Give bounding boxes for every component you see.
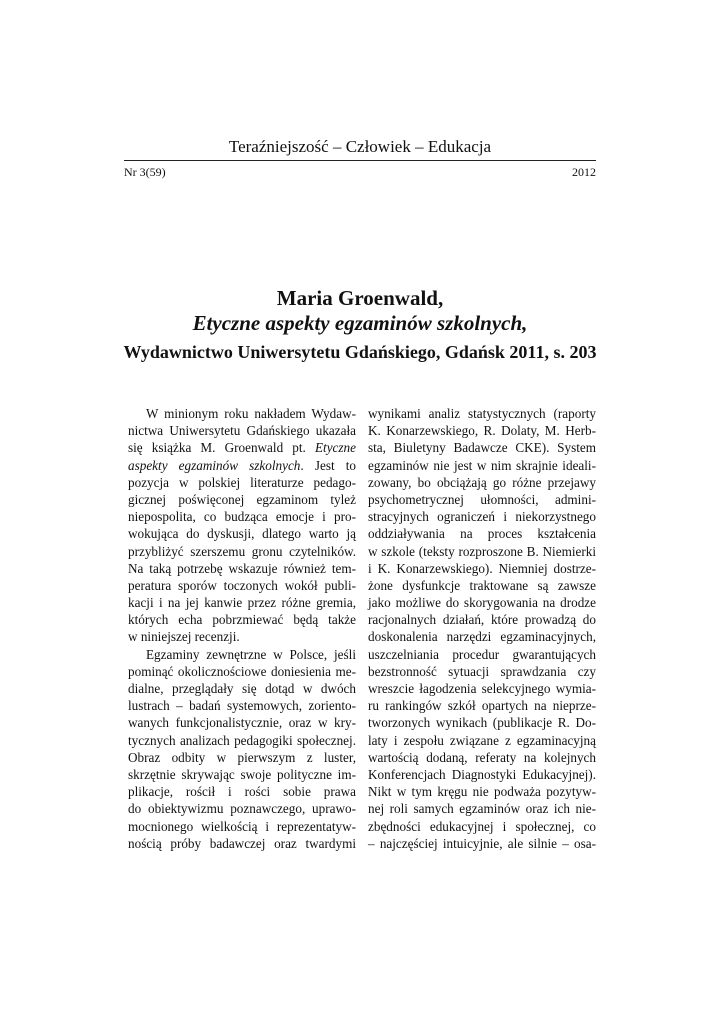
text-line	[368, 766, 596, 783]
text-line	[128, 611, 356, 628]
text-run: doskonalenia narzędzi egzaminacyjnych,	[368, 629, 596, 645]
text-line	[368, 628, 596, 645]
text-line	[368, 543, 596, 560]
text-line	[128, 835, 356, 852]
text-line	[368, 680, 596, 697]
review-author: Maria Groenwald,	[276, 286, 444, 310]
text-line	[128, 800, 356, 817]
text-line	[368, 439, 596, 456]
text-line	[368, 697, 596, 714]
text-run: peratura sporów toczonych wokół publi-	[128, 577, 356, 593]
text-line	[128, 508, 356, 525]
text-line	[128, 457, 356, 474]
text-run: pozycja w polskiej literaturze pedago-	[128, 474, 356, 490]
text-line	[128, 439, 356, 456]
text-run: K. Konarzewskiego, R. Dolaty, M. Herb-	[368, 423, 596, 439]
review-book-title: Etyczne aspekty egzaminów szkolnych,	[192, 311, 528, 335]
journal-title: Teraźniejszość – Człowiek – Edukacja	[228, 137, 492, 156]
text-line	[128, 646, 356, 663]
text-line	[368, 646, 596, 663]
text-run: lustrach – badań systemowych, zoriento-	[128, 698, 356, 714]
text-run: żone dysfunkcje traktowane są zawsze	[368, 577, 596, 593]
text-line	[128, 474, 356, 491]
text-line	[368, 405, 596, 422]
issue-year: 2012	[572, 165, 596, 179]
text-run: Nikt w tym kręgu nie podważa pozytyw-	[368, 784, 596, 800]
italic-text: Etyczne	[314, 440, 356, 456]
text-run: wreszcie łagodzenia selekcyjnego wymia-	[368, 681, 596, 696]
text-line	[368, 663, 596, 680]
text-column-left	[128, 405, 356, 852]
text-run: . Jest to	[300, 457, 356, 473]
text-line	[368, 474, 596, 491]
text-run: skrzętnie skrywając swoje polityczne im-	[128, 766, 356, 782]
text-line	[368, 457, 596, 474]
text-line	[368, 800, 596, 817]
text-run: wokująca do dyskusji, dlatego warto ją	[128, 526, 356, 542]
text-run: zbędności edukacyjnej i społecznej, co	[368, 818, 596, 834]
text-line	[368, 611, 596, 628]
text-run: mocnionego wielkością i reprezentatyw-	[128, 818, 356, 834]
text-run: stracyjnych ograniczeń i niekorzystnego	[368, 509, 596, 525]
text-run: się książka M. Groenwald pt.	[128, 440, 315, 456]
italic-text: aspekty egzaminów szkolnych	[128, 457, 301, 473]
text-line	[368, 783, 596, 800]
text-run: nictwa Uniwersytetu Gdańskiego ukazała	[128, 423, 356, 439]
text-line	[128, 577, 356, 594]
text-run: dialne, przeglądały się dotąd w dwóch	[128, 681, 356, 696]
text-run: wanych funkcjonalistycznie, oraz w kry-	[128, 715, 356, 731]
text-line	[128, 543, 356, 560]
issue-number: Nr 3(59)	[124, 165, 166, 179]
text-line	[368, 835, 596, 852]
text-run: bezstronność sytuacji sprawdzania czy	[368, 663, 596, 679]
review-publisher: Wydawnictwo Uniwersytetu Gdańskiego, Gdańsk 2011, s. 203	[123, 342, 597, 362]
text-run: sta, Biuletyny Badawcze CKE). System	[368, 440, 596, 456]
text-line	[128, 732, 356, 749]
text-run: psychometrycznej ułomności, admini-	[368, 491, 596, 507]
text-run: oddziaływania na proces kształcenia	[368, 526, 596, 542]
text-run: tycznych analizach pedagogiki społecznej.	[128, 732, 356, 748]
text-run: Obraz odbity w pierwszym z luster,	[128, 749, 356, 765]
text-line	[128, 422, 356, 439]
text-line	[128, 680, 356, 697]
text-run: uszczelniania procedur gwarantujących	[368, 646, 596, 662]
text-line	[368, 818, 596, 835]
text-run: kacji i na jej kanwie przez różne gremia,	[128, 595, 356, 611]
text-line	[368, 525, 596, 542]
text-line	[368, 491, 596, 508]
text-run: w niniejszej recenzji.	[128, 629, 240, 645]
text-run: wynikami analiz statystycznych (raporty	[368, 406, 596, 421]
text-run: egzaminów nie jest w nim skrajnie ideali-	[368, 457, 596, 473]
text-run: Na taką potrzebę wskazuje również tem-	[128, 560, 356, 576]
text-line	[368, 422, 596, 439]
text-run: niepospolita, co budząca emocje i pro-	[128, 509, 356, 525]
text-run: Konferencjach Diagnostyki Edukacyjnej).	[368, 766, 596, 782]
text-line	[128, 783, 356, 800]
text-line	[368, 714, 596, 731]
text-line	[128, 714, 356, 731]
text-line	[368, 594, 596, 611]
text-column-right	[368, 405, 596, 852]
text-run: tworzonych wynikach (publikacje R. Do-	[368, 715, 596, 731]
text-run: – najczęściej intuicyjnie, ale silnie – osa-	[368, 835, 596, 851]
text-line	[128, 405, 356, 422]
text-run: jako możliwe do skorygowania na drodze	[368, 595, 596, 611]
text-line	[128, 749, 356, 766]
text-line	[368, 577, 596, 594]
text-run: wartością dodaną, referaty na kolejnych	[368, 749, 596, 765]
text-line	[128, 818, 356, 835]
text-run: i K. Konarzewskiego). Niemniej dostrze-	[368, 560, 596, 576]
text-run: ru rankingów szkół opartych na nieprze-	[368, 698, 596, 714]
text-line	[128, 525, 356, 542]
text-line	[368, 749, 596, 766]
text-line	[128, 697, 356, 714]
text-line	[128, 594, 356, 611]
text-run: pominąć okolicznościowe doniesienia me-	[128, 663, 356, 679]
text-run: zowany, bo obciążają go różne przejawy	[368, 474, 596, 490]
text-run: W minionym roku nakładem Wydaw-	[146, 406, 356, 421]
text-run: przybliżyć szerszemu gronu czytelników.	[128, 543, 356, 559]
text-run: Egzaminy zewnętrzne w Polsce, jeśli	[146, 646, 356, 662]
text-run: nej roli samych egzaminów oraz ich nie-	[368, 801, 596, 817]
text-run: plikacje, rościł i rości sobie prawa	[128, 784, 356, 800]
text-run: do obiektywizmu poznawczego, uprawo-	[128, 801, 356, 817]
text-line	[128, 628, 356, 645]
text-line	[368, 560, 596, 577]
text-line	[128, 491, 356, 508]
header-rule	[124, 160, 596, 161]
text-line	[368, 508, 596, 525]
text-run: w szkole (teksty rozproszone B. Niemierki	[368, 543, 596, 559]
text-run: gicznej poświęconej egzaminom tyleż	[128, 491, 356, 507]
text-run: nością próby badawczej oraz twardymi	[128, 835, 356, 851]
text-run: których echa pobrzmiewać będą także	[128, 612, 356, 628]
text-run: laty i zespołu związane z egzaminacyjną	[368, 732, 596, 748]
text-line	[128, 560, 356, 577]
text-run: racjonalnych działań, które prowadzą do	[368, 612, 596, 628]
text-line	[128, 663, 356, 680]
text-line	[128, 766, 356, 783]
text-line	[368, 732, 596, 749]
